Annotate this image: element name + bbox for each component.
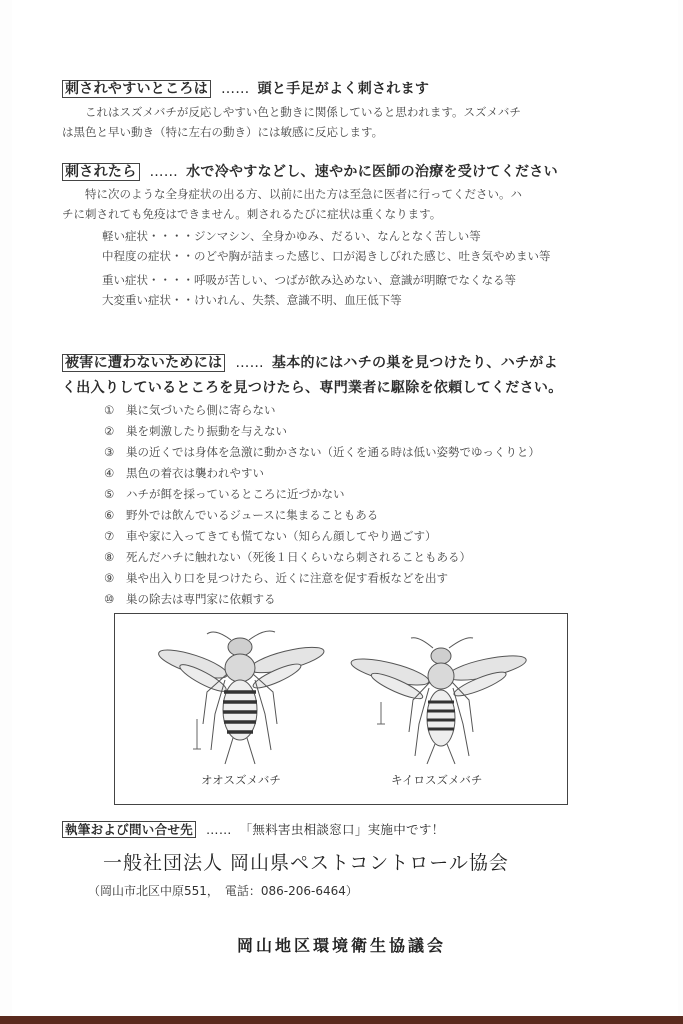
list-item <box>104 526 622 547</box>
item-text: 巣を刺激したり振動を与えない <box>126 424 287 438</box>
list-item <box>104 484 622 505</box>
item-number: ③ <box>104 445 115 459</box>
section-headline: 頭と手足がよく刺されます <box>257 81 430 97</box>
symptom-level: 重い症状・・・・ <box>102 273 194 287</box>
item-number: ⑩ <box>104 592 115 606</box>
section-heading <box>62 352 622 372</box>
symptom-text: 呼吸が苦しい、つばが飲み込めない、意識が明瞭でなくなる等 <box>194 273 516 287</box>
section-body <box>62 102 622 142</box>
section-label: 被害に遭わないためには <box>62 354 225 372</box>
ellipsis: …… <box>206 822 232 837</box>
list-item <box>104 421 622 442</box>
section-body <box>62 184 622 224</box>
section-label: 刺されやすいところは <box>62 80 211 98</box>
body-line: これはスズメバチが反応しやすい色と動きに関係していると思われます。スズメバチ <box>85 105 521 119</box>
item-number: ⑨ <box>104 571 115 585</box>
list-item <box>104 589 622 610</box>
item-text: 車や家に入ってきても慌てない（知らん顔してやり過ごす） <box>126 529 437 543</box>
yellow-hornet-illustration <box>349 638 528 764</box>
giant-hornet-caption: オオスズメバチ <box>201 773 281 787</box>
list-item <box>104 505 622 526</box>
contact-section <box>62 820 622 838</box>
section-headline: 水で冷やすなどし、速やかに医師の治療を受けてください <box>186 164 558 180</box>
section-prevention <box>62 352 622 610</box>
section-headline-cont: く出入りしているところを見つけたら、専門業者に駆除を依頼してください。 <box>62 380 563 396</box>
item-text: 巣に気づいたら側に寄らない <box>126 403 276 417</box>
symptom-text: のどや胸が詰まった感じ、口が渇きしびれた感じ、吐き気やめまい等 <box>194 249 551 263</box>
organization-name: 一般社団法人 岡山県ペストコントロール協会 <box>103 852 509 874</box>
item-text: 死んだハチに触れない（死後１日くらいなら刺されることもある） <box>126 550 471 564</box>
item-text: ハチが餌を採っているところに近づかない <box>126 487 345 501</box>
item-number: ⑥ <box>104 508 115 522</box>
table-edge <box>0 1016 683 1024</box>
symptom-row <box>62 270 622 290</box>
symptom-row <box>62 246 622 266</box>
yellow-hornet-caption: キイロスズメバチ <box>391 773 483 787</box>
section-heading <box>62 161 622 181</box>
list-item <box>104 400 622 421</box>
symptom-level: 軽い症状・・・・ <box>102 229 194 243</box>
prevention-list <box>62 400 622 610</box>
symptom-level: 大変重い症状・・ <box>102 293 194 307</box>
item-text: 黒色の着衣は襲われやすい <box>126 466 264 480</box>
item-number: ⑤ <box>104 487 115 501</box>
section-if-stung <box>62 161 622 310</box>
section-heading <box>62 78 622 98</box>
ellipsis: …… <box>221 81 250 97</box>
contact-label: 執筆および問い合せ先 <box>62 821 196 838</box>
item-text: 巣の近くでは身体を急激に動かさない（近くを通る時は低い姿勢でゆっくりと） <box>126 445 540 459</box>
symptom-row <box>62 290 622 310</box>
symptom-row <box>62 226 622 246</box>
list-item <box>104 442 622 463</box>
organization-address: （岡山市北区中原551， 電話：086-206-6464） <box>88 884 358 898</box>
body-line: は黒色と早い動き（特に左右の動き）には敏感に反応します。 <box>62 125 384 139</box>
contact-heading <box>62 820 622 838</box>
ellipsis: …… <box>149 164 179 180</box>
body-line: チに刺されても免疫はできません。刺されるたびに症状は重くなります。 <box>62 207 442 221</box>
list-item <box>104 463 622 484</box>
item-text: 巣や出入り口を見つけたら、近くに注意を促す看板などを出す <box>126 571 448 585</box>
list-item <box>104 547 622 568</box>
consultation-note: 「無料害虫相談窓口」実施中です！ <box>239 822 445 837</box>
item-number: ② <box>104 424 115 438</box>
item-number: ① <box>104 403 115 417</box>
hornet-figure <box>114 613 568 805</box>
section-sting-spots <box>62 78 622 142</box>
symptom-text: ジンマシン、全身かゆみ、だるい、なんとなく苦しい等 <box>194 229 481 243</box>
list-item <box>104 568 622 589</box>
item-text: 巣の除去は専門家に依頼する <box>126 592 276 606</box>
symptom-text: けいれん、失禁、意識不明、血圧低下等 <box>194 293 402 307</box>
section-headline: 基本的にはハチの巣を見つけたり、ハチがよ <box>271 355 558 371</box>
council-name: 岡山地区環境衛生協議会 <box>236 936 446 955</box>
hornet-illustrations <box>115 614 567 804</box>
symptom-level: 中程度の症状・・ <box>102 249 194 263</box>
ellipsis: …… <box>235 355 264 371</box>
item-number: ④ <box>104 466 115 480</box>
item-number: ⑧ <box>104 550 115 564</box>
item-number: ⑦ <box>104 529 115 543</box>
section-label: 刺されたら <box>62 163 140 181</box>
body-line: 特に次のような全身症状の出る方、以前に出た方は至急に医者に行ってください。ハ <box>85 187 522 201</box>
symptom-list <box>62 226 622 310</box>
item-text: 野外では飲んでいるジュースに集まることもある <box>126 508 379 522</box>
giant-hornet-illustration <box>156 631 326 764</box>
